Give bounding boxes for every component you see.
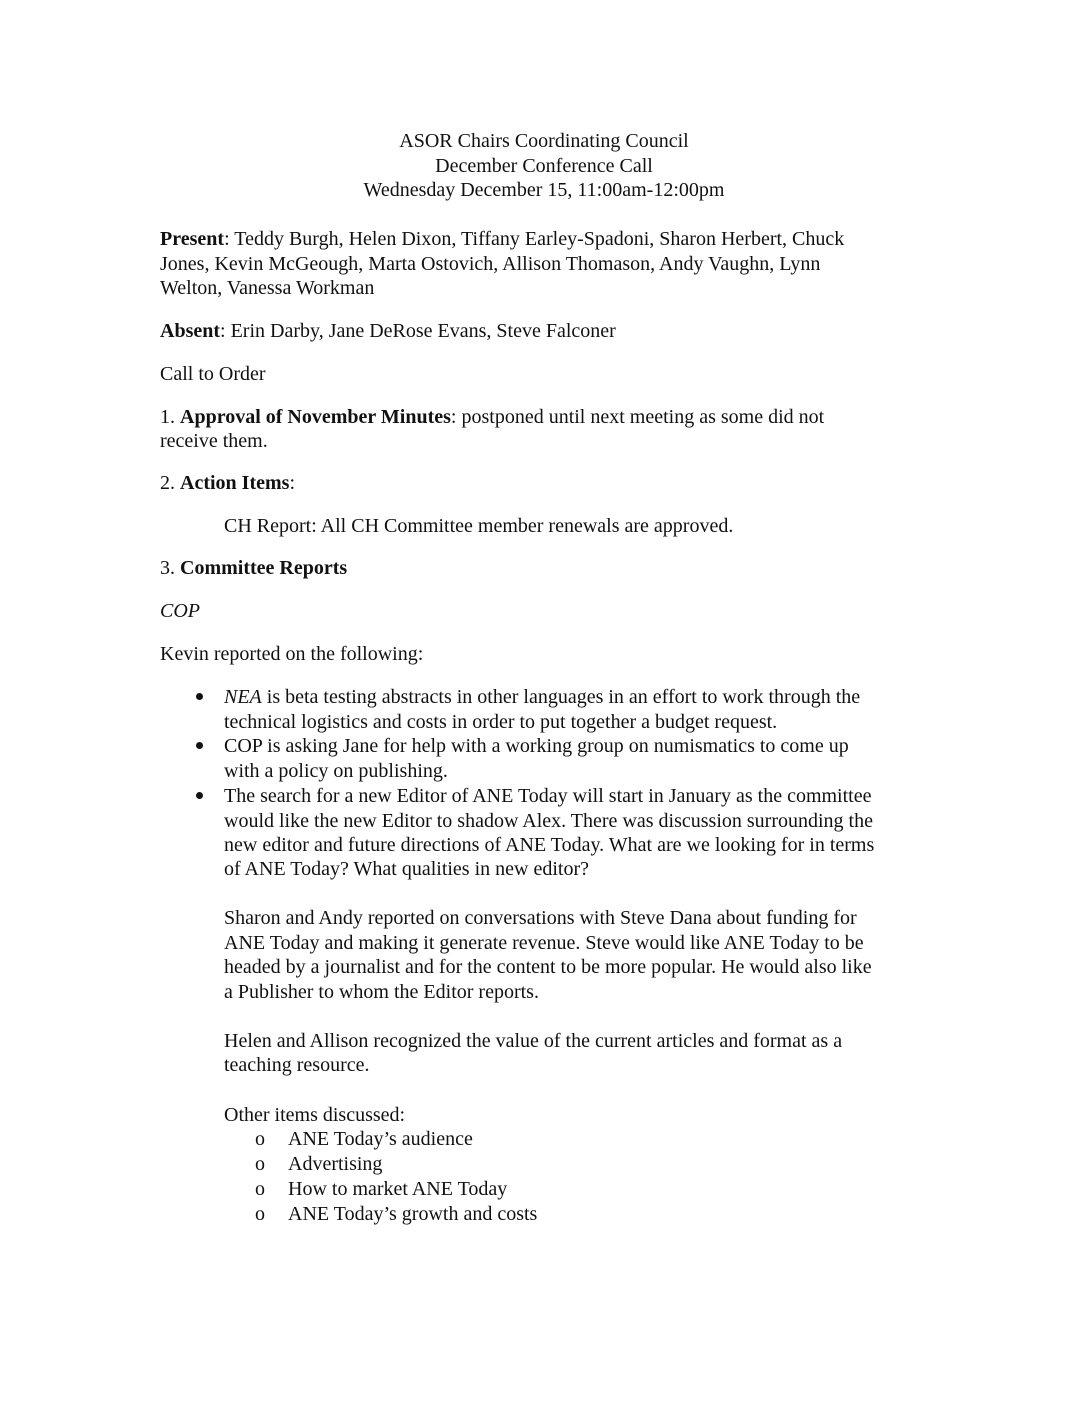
- sub-bullet-marker: o: [255, 1203, 265, 1225]
- other-items-heading: Other items discussed:: [224, 1104, 406, 1126]
- sharon-andy-line-2: ANE Today and making it generate revenue. Steve would like ANE Today to be: [224, 932, 864, 954]
- document-subtitle: December Conference Call: [435, 155, 653, 177]
- bullet-dot-icon: [196, 792, 203, 799]
- item3-heading-line: 3. Committee Reports: [160, 557, 348, 579]
- meeting-datetime: Wednesday December 15, 11:00am-12:00pm: [363, 179, 725, 201]
- sub-item: ANE Today’s growth and costs: [288, 1203, 538, 1225]
- item1-line-2: receive them.: [160, 430, 268, 452]
- item1-line-1: 1. Approval of November Minutes: postponed until next meeting as some did not: [160, 406, 825, 428]
- bullet3-line-3: new editor and future directions of ANE Today. What are we looking for in terms: [224, 834, 875, 856]
- bullet1-line-1: NEA is beta testing abstracts in other languages in an effort to work through the: [224, 686, 861, 708]
- sharon-andy-line-3: headed by a journalist and for the content to be more popular. He would also like: [224, 956, 872, 978]
- item2-heading-line: 2. Action Items:: [160, 472, 295, 494]
- bullet-dot-icon: [196, 693, 203, 700]
- cop-intro: Kevin reported on the following:: [160, 643, 424, 665]
- present-label: Present: [160, 228, 225, 250]
- document-title: ASOR Chairs Coordinating Council: [399, 130, 689, 152]
- present-line-2: Jones, Kevin McGeough, Marta Ostovich, Allison Thomason, Andy Vaughn, Lynn: [160, 253, 821, 275]
- sharon-andy-line-4: a Publisher to whom the Editor reports.: [224, 981, 539, 1003]
- item1-heading: Approval of November Minutes: [180, 406, 451, 428]
- bullet2-line-1: COP is asking Jane for help with a working group on numismatics to come up: [224, 735, 849, 757]
- present-line-1: Present: Teddy Burgh, Helen Dixon, Tiffany Earley-Spadoni, Sharon Herbert, Chuck: [160, 228, 845, 250]
- item3-heading: Committee Reports: [180, 557, 348, 579]
- item2-heading: Action Items: [180, 472, 290, 494]
- sub-item: Advertising: [288, 1153, 383, 1175]
- ch-report: CH Report: All CH Committee member renewals are approved.: [224, 515, 734, 537]
- bullet3-line-1: The search for a new Editor of ANE Today will start in January as the committee: [224, 785, 872, 807]
- bullet3-line-4: of ANE Today? What qualities in new editor?: [224, 858, 589, 880]
- nea-emphasis: NEA: [224, 686, 262, 708]
- sub-bullet-marker: o: [255, 1128, 265, 1150]
- bullet3-line-2: would like the new Editor to shadow Alex. There was discussion surrounding the: [224, 810, 873, 832]
- sub-bullet-marker: o: [255, 1153, 265, 1175]
- absent-label: Absent: [160, 320, 221, 342]
- bullet2-line-2: with a policy on publishing.: [224, 760, 448, 782]
- helen-allison-line-2: teaching resource.: [224, 1054, 370, 1076]
- absent-line: Absent: Erin Darby, Jane DeRose Evans, Steve Falconer: [160, 320, 616, 342]
- sub-item: How to market ANE Today: [288, 1178, 508, 1200]
- helen-allison-line-1: Helen and Allison recognized the value of the current articles and format as a: [224, 1030, 843, 1052]
- sub-item: ANE Today’s audience: [288, 1128, 473, 1150]
- bullet1-line-2: technical logistics and costs in order to put together a budget request.: [224, 711, 778, 733]
- sub-bullet-marker: o: [255, 1178, 265, 1200]
- present-line-3: Welton, Vanessa Workman: [160, 277, 375, 299]
- bullet-dot-icon: [196, 742, 203, 749]
- call-to-order: Call to Order: [160, 363, 266, 385]
- sharon-andy-line-1: Sharon and Andy reported on conversations with Steve Dana about funding for: [224, 907, 857, 929]
- cop-heading: COP: [160, 600, 200, 622]
